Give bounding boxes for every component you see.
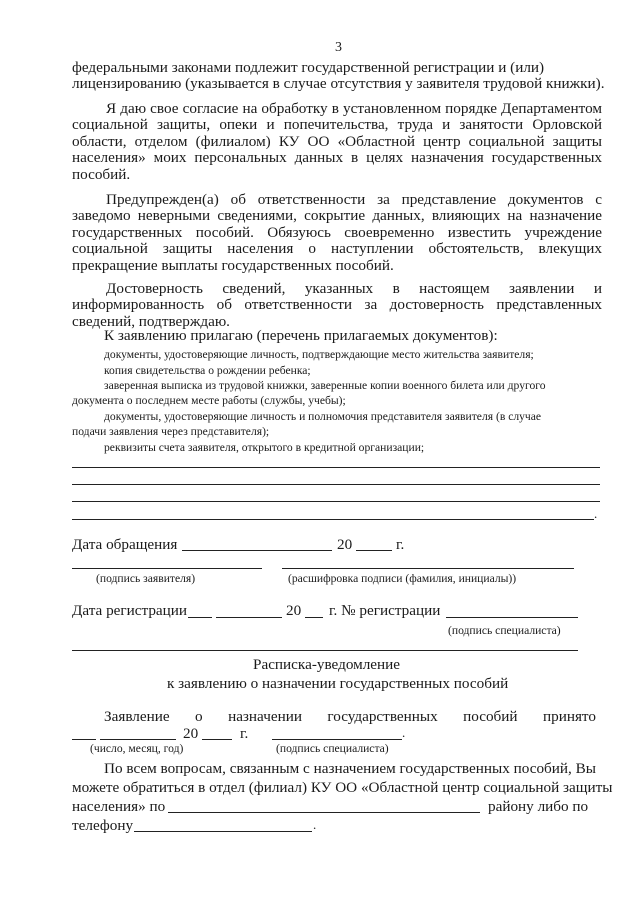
legal-line-1: федеральными законами подлежит государственной регистрации и (или) (72, 59, 545, 76)
receipt-year-suffix: г. (240, 725, 249, 742)
legal-line-2: лицензированию (указывается в случае отсутствия у заявителя трудовой книжки). (72, 75, 605, 93)
attachment-item-4a: документы, удостоверяющие личность и полномочия представителя заявителя (в случае (104, 410, 542, 423)
receipt-word: назначении (228, 708, 302, 725)
line-end-dot: . (594, 506, 598, 521)
receipt-word: пособий (463, 708, 518, 725)
district-field[interactable] (168, 812, 480, 813)
attachment-item-2: копия свидетельства о рождении ребенка; (104, 364, 311, 377)
receipt-year-field[interactable] (202, 739, 232, 740)
confirmation-paragraph: Достоверность сведений, указанных в настоящем заявлении и информированность об ответственности за достоверность представленных сведений, подтверждаю. (72, 280, 602, 330)
applicant-signature-field[interactable] (72, 568, 262, 569)
attachment-item-3a: заверенная выписка из трудовой книжки, заверенные копии военного билета или другого (104, 379, 546, 392)
receipt-word: о (195, 708, 203, 725)
application-date-label: Дата обращения (72, 536, 178, 553)
signature-decode-field[interactable] (282, 568, 574, 569)
contact-line-1: По всем вопросам, связанным с назначением государственных пособий, Вы (104, 760, 596, 777)
phone-field[interactable] (134, 831, 312, 832)
contact-line-2: можете обратиться в отдел (филиал) КУ ОО «Областной центр социальной защиты (72, 779, 613, 796)
year-field[interactable] (356, 550, 392, 551)
application-date-field[interactable] (182, 550, 332, 551)
receipt-month-field[interactable] (100, 739, 176, 740)
receipt-word: принято (542, 708, 596, 725)
page-number: 3 (335, 40, 342, 55)
blank-line[interactable] (72, 467, 600, 468)
attachment-item-4b: подачи заявления через представителя); (72, 425, 270, 438)
registration-month-field[interactable] (216, 617, 282, 618)
registration-year-field[interactable] (305, 617, 323, 618)
registration-year-prefix: 20 (286, 602, 302, 619)
year-suffix: г. (396, 536, 405, 553)
receipt-signature-caption: (подпись специалиста) (276, 742, 389, 755)
blank-line[interactable] (72, 484, 600, 485)
legal-paragraph (72, 59, 605, 93)
consent-paragraph: Я даю свое согласие на обработку в установленном порядке Департаментом социальной защиты, опеки и попечительства, труда и занятости Орловской области, отделом (филиалом) КУ ОО «Областной центр социальной защиты населения» моих персональных данных в целях назначения государственных пособий. (72, 100, 602, 183)
contact-line-3-end: району либо по (488, 798, 589, 815)
receipt-word: государственных (327, 708, 438, 725)
attachment-item-3b: документа о последнем месте работы (службы, учебы); (72, 394, 346, 407)
cut-line (72, 650, 578, 651)
receipt-year-prefix: 20 (183, 725, 199, 742)
blank-line[interactable] (72, 519, 594, 520)
receipt-end-dot: . (402, 725, 406, 740)
registration-day-field[interactable] (188, 617, 212, 618)
specialist-signature-caption: (подпись специалиста) (448, 624, 561, 637)
contact-line-3-start: населения» по (72, 798, 166, 815)
receipt-accepted-line (104, 708, 596, 726)
warning-paragraph: Предупрежден(а) об ответственности за представление документов с заведомо неверными сведениями, сокрытие данных, влияющих на назначение государственных пособий. Обязуюсь своевременно известить учреждение социальной защиты населения о наступлении обстоятельств, влекущих прекращение выплаты государственных пособий. (72, 191, 602, 274)
receipt-day-field[interactable] (72, 739, 96, 740)
receipt-date-caption: (число, месяц, год) (90, 742, 184, 755)
receipt-subtitle: к заявлению о назначении государственных пособий (167, 675, 509, 692)
blank-line[interactable] (72, 501, 600, 502)
year-prefix: 20 (337, 536, 353, 553)
attachment-item-5: реквизиты счета заявителя, открытого в кредитной организации; (104, 441, 425, 454)
registration-number-label: г. № регистрации (329, 602, 441, 619)
attachment-item-1: документы, удостоверяющие личность, подтверждающие место жительства заявителя; (104, 348, 534, 361)
receipt-title: Расписка-уведомление (253, 656, 401, 673)
applicant-signature-caption: (подпись заявителя) (96, 572, 196, 585)
signature-decode-caption: (расшифровка подписи (фамилия, инициалы)) (288, 572, 517, 585)
contact-line-4: телефону (72, 817, 134, 834)
attachments-intro: К заявлению прилагаю (перечень прилагаемых документов): (104, 327, 498, 344)
receipt-signature-field[interactable] (272, 739, 402, 740)
registration-number-field[interactable] (446, 617, 578, 618)
registration-date-label: Дата регистрации (72, 602, 188, 619)
phone-end-dot: . (313, 817, 317, 832)
receipt-word: Заявление (104, 708, 170, 725)
